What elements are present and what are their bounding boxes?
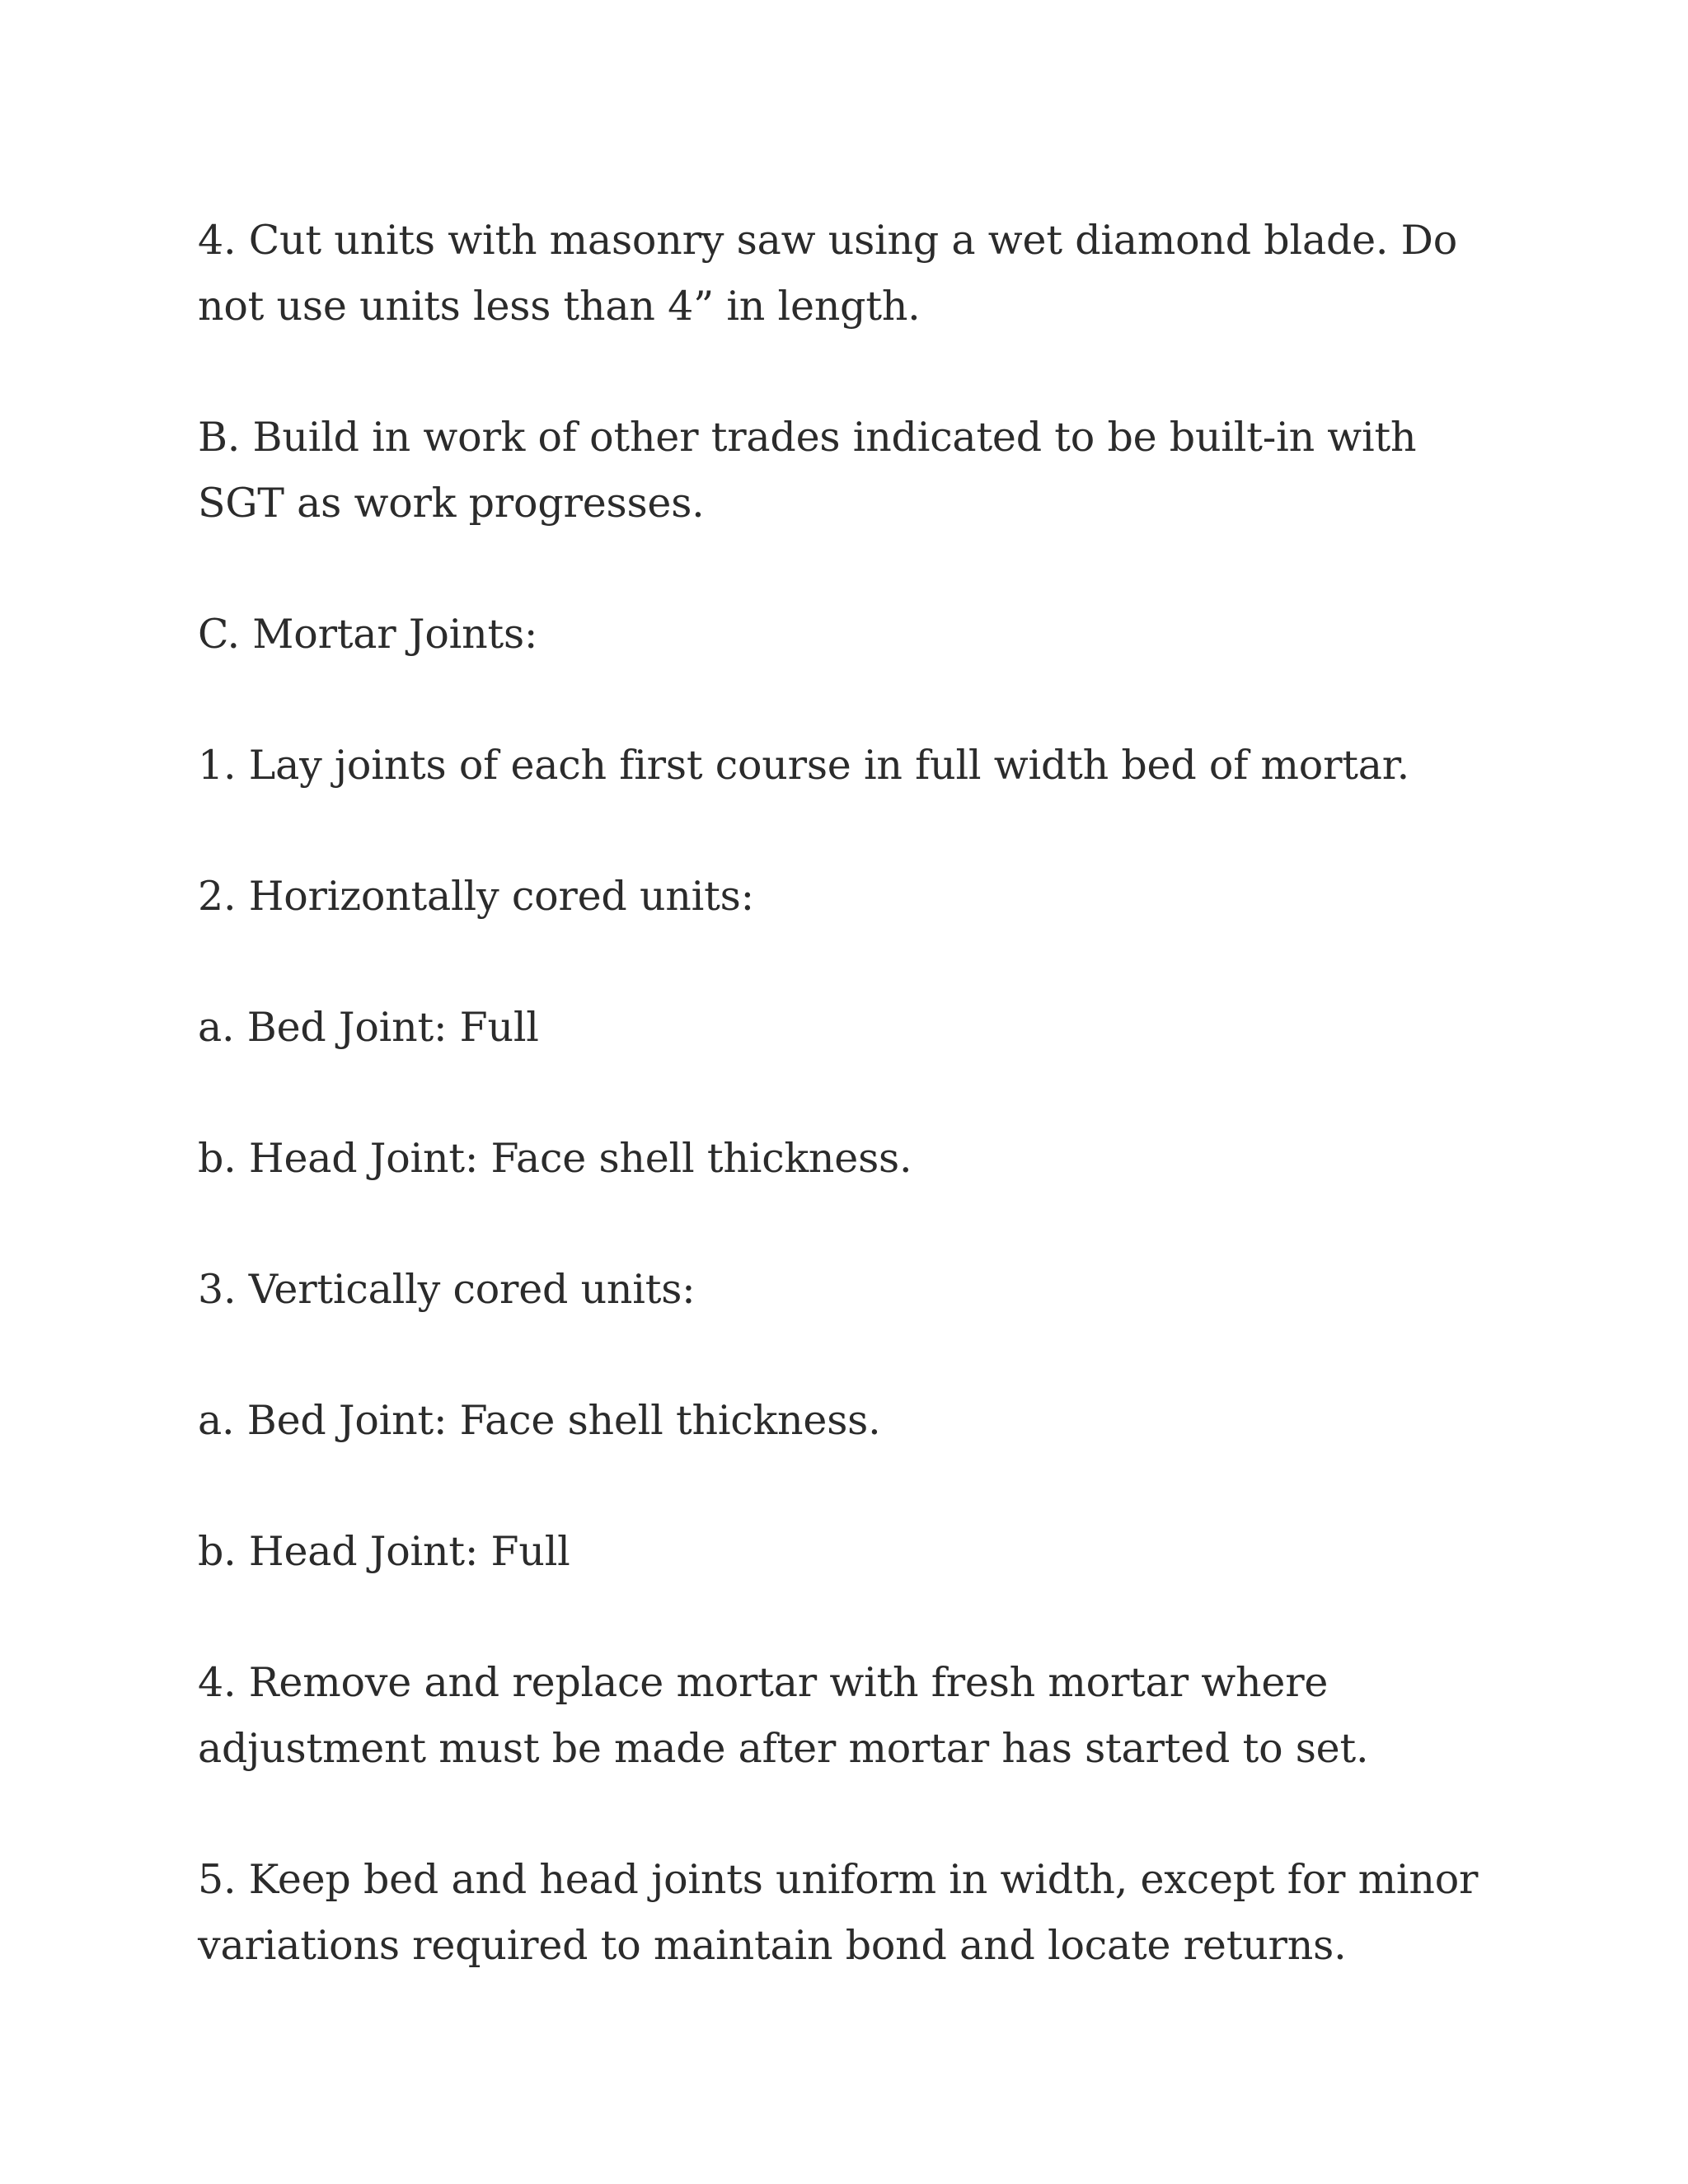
paragraph-build-in-work: B. Build in work of other trades indicated to be built-in with SGT as work progresses.	[198, 414, 1417, 527]
paragraph-horizontally-cored: 2. Horizontally cored units:	[198, 873, 754, 920]
paragraph-remove-replace-mortar: 4. Remove and replace mortar with fresh mortar where adjustment must be made after mortar has started to set.	[198, 1659, 1369, 1772]
paragraph-horizontal-head-joint: b. Head Joint: Face shell thickness.	[198, 1135, 912, 1182]
paragraph-lay-joints: 1. Lay joints of each first course in full width bed of mortar.	[198, 742, 1410, 789]
paragraph-horizontal-bed-joint: a. Bed Joint: Full	[198, 1004, 539, 1051]
paragraph-vertically-cored: 3. Vertically cored units:	[198, 1266, 696, 1313]
paragraph-cut-units: 4. Cut units with masonry saw using a wet diamond blade. Do not use units less than 4” in length.	[198, 217, 1458, 330]
document-body	[198, 208, 1484, 2044]
paragraph-keep-joints-uniform: 5. Keep bed and head joints uniform in width, except for minor variations required to maintain bond and locate returns.	[198, 1856, 1479, 1969]
paragraph-mortar-joints-heading: C. Mortar Joints:	[198, 611, 538, 658]
paragraph-vertical-bed-joint: a. Bed Joint: Face shell thickness.	[198, 1397, 881, 1444]
paragraph-vertical-head-joint: b. Head Joint: Full	[198, 1528, 570, 1575]
